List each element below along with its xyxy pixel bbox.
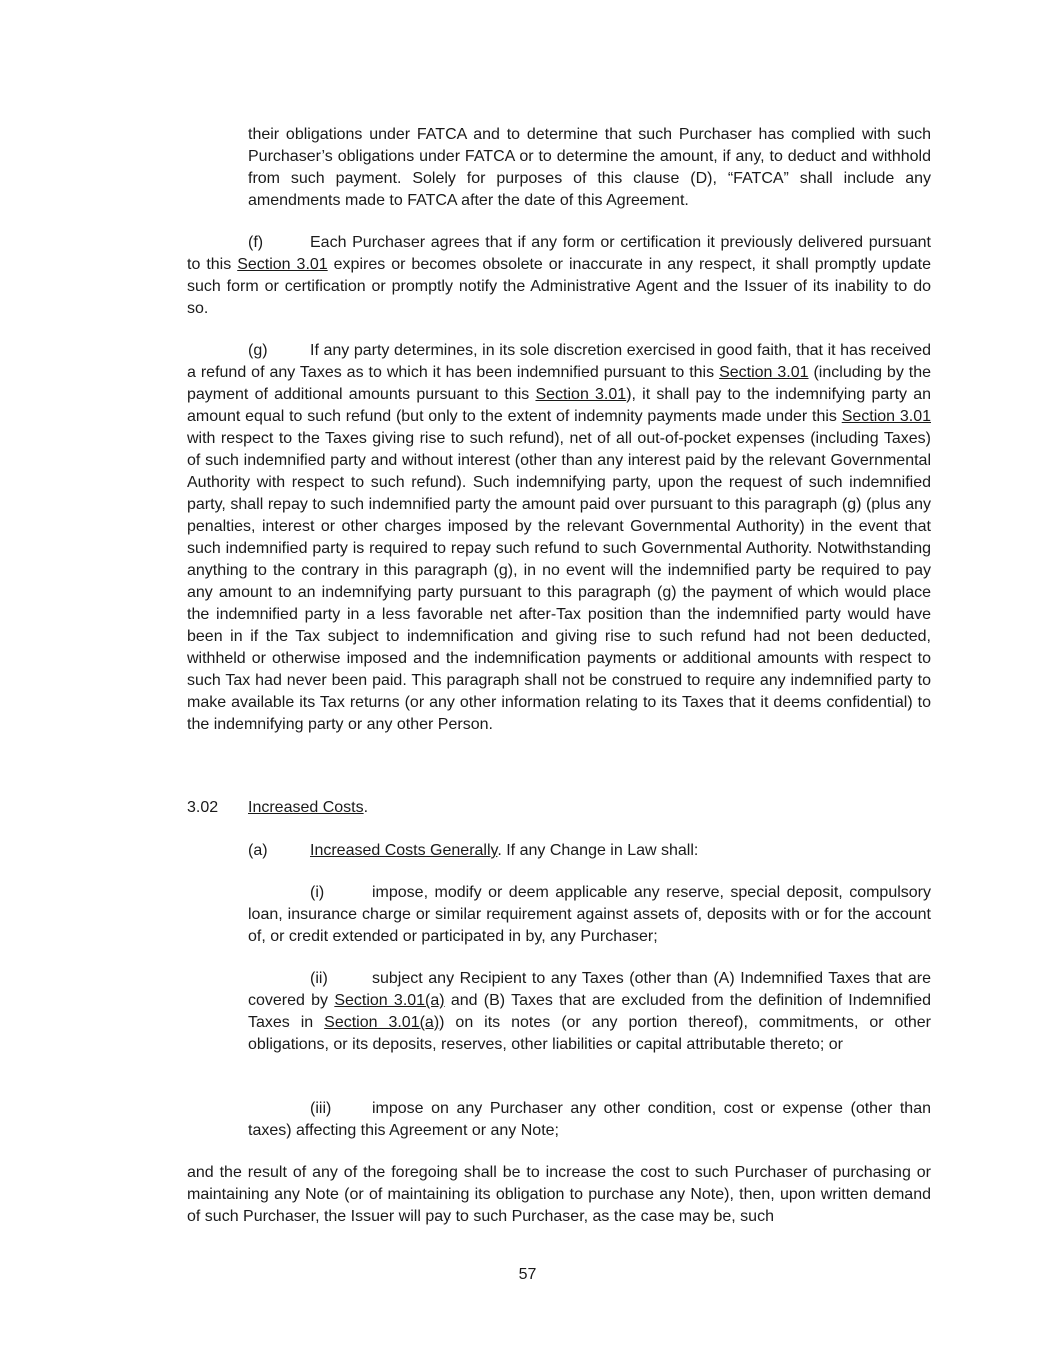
clause-i-label: (i) <box>310 884 325 901</box>
paragraph-a-text: . If any Change in Law shall: <box>497 842 699 859</box>
paragraph-g-text-3: ), it shall pay to the indemnifying party an amount equal to such refund (but only to the extent of indemnity payments made under this <box>187 386 932 425</box>
clause-ii-text-3: ) on its notes (or any portion thereof), commitments, or other obligations, or its deposits, reserves, other liabilities or capital attributable thereto; or <box>248 1014 931 1053</box>
clause-ii <box>248 968 931 1056</box>
paragraph-fatca-continuation <box>248 124 931 212</box>
paragraph-g <box>187 340 931 736</box>
clause-iii <box>248 1098 931 1142</box>
paragraph-f-label: (f) <box>248 234 264 251</box>
clause-iii-label: (iii) <box>310 1100 332 1117</box>
paragraph-a <box>248 840 931 862</box>
clause-ii-text-2: and (B) Taxes that are excluded from the definition of Indemnified Taxes in <box>248 992 932 1031</box>
clause-ii-text-1: subject any Recipient to any Taxes (other than (A) Indemnified Taxes that are covered by <box>248 970 931 1009</box>
clause-iii-text: impose on any Purchaser any other condition, cost or expense (other than taxes) affecting this Agreement or any Note; <box>248 1100 931 1139</box>
paragraph-a-title: Increased Costs Generally <box>310 842 498 859</box>
section-number: 3.02 <box>187 799 219 816</box>
page-number: 57 <box>518 1266 537 1283</box>
section-3-01a-link[interactable]: Section 3.01(a) <box>324 1014 440 1031</box>
paragraph-g-text-1: If any party determines, in its sole discretion exercised in good faith, that it has received a refund of any Taxes as to which it has been indemnified pursuant to this <box>187 342 931 381</box>
paragraph-result <box>187 1162 931 1228</box>
paragraph-f <box>187 232 931 320</box>
section-3-01-link[interactable]: Section 3.01 <box>719 364 809 381</box>
section-title: Increased Costs <box>248 799 364 816</box>
section-3-02-heading <box>187 797 931 819</box>
clause-i-text: impose, modify or deem applicable any reserve, special deposit, compulsory loan, insurance charge or similar requirement against assets of, deposits with or for the account of, or credit extended or participated in by, any Purchaser; <box>248 884 931 945</box>
paragraph-g-text-4: with respect to the Taxes giving rise to such refund), net of all out-of-pocket expenses (including Taxes) of such indemnified party and without interest (other than any interest paid by the relevant Governmental Authority with respect to such refund). Such indemnifying party, upon the request of such indemnified party, shall repay to such indemnified party the amount paid over pursuant to this paragraph (g) (plus any penalties, interest or other charges imposed by the relevant Governmental Authority) in the event that such indemnified party is required to repay such refund to such Governmental Authority. Notwithstanding anything to the contrary in this paragraph (g), in no event will the indemnified party be required to pay any amount to an indemnifying party pursuant to this paragraph (g) the payment of which would place the indemnified party in a less favorable net after-Tax position than the indemnified party would have been in if the Tax subject to indemnification and giving rise to such refund had not been deducted, withheld or otherwise imposed and the indemnification payments or additional amounts with respect to such Tax had never been paid. This paragraph shall not be construed to require any indemnified party to make available its Tax returns (or any other information relating to its Taxes that it deems confidential) to the indemnifying party or any other Person. <box>187 430 931 733</box>
section-3-01-link[interactable]: Section 3.01 <box>841 408 931 425</box>
section-3-01-link[interactable]: Section 3.01 <box>237 256 328 273</box>
paragraph-a-label: (a) <box>248 842 268 859</box>
section-3-01-link[interactable]: Section 3.01 <box>535 386 627 403</box>
result-text: and the result of any of the foregoing shall be to increase the cost to such Purchaser of purchasing or maintaining any Note (or of maintaining its obligation to purchase any Note), then, upon written demand of such Purchaser, the Issuer will pay to such Purchaser, as the case may be, such <box>187 1164 931 1225</box>
clause-ii-label: (ii) <box>310 970 328 987</box>
fatca-text: their obligations under FATCA and to determine that such Purchaser has complied with such Purchaser’s obligations under FATCA or to determine the amount, if any, to deduct and withhold from such payment. Solely for purposes of this clause (D), “FATCA” shall include any amendments made to FATCA after the date of this Agreement. <box>248 126 931 209</box>
section-title-period: . <box>363 799 369 816</box>
paragraph-f-text-1: Each Purchaser agrees that if any form or certification it previously delivered pursuant to this <box>187 234 931 273</box>
paragraph-f-text-2: expires or becomes obsolete or inaccurate in any respect, it shall promptly update such form or certification or promptly notify the Administrative Agent and the Issuer of its inability to do so. <box>187 256 931 317</box>
clause-i <box>248 882 931 948</box>
paragraph-g-text-2: (including by the payment of additional amounts pursuant to this <box>187 364 932 403</box>
paragraph-g-label: (g) <box>248 342 268 359</box>
section-3-01a-link[interactable]: Section 3.01(a) <box>334 992 445 1009</box>
